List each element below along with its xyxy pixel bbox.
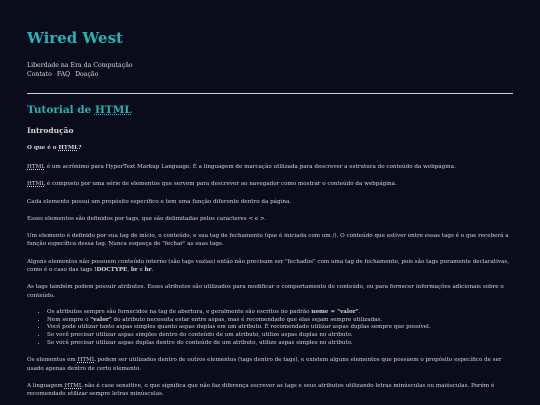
paragraph-3: Cada elemento possui um propósito específico e tem uma função diferente dentro da página. <box>27 198 292 205</box>
list-item: • Você pode utilizar tanto aspas simples quanto aspas duplas em um atributo. É recomendado utilizar aspas duplas sempre que possível. <box>47 324 513 332</box>
paragraph-2-text: é composto por uma série de elementos que servem para descrever ao navegador como mostrar o conteúdo da webpágina. <box>45 181 397 188</box>
header-divider <box>27 93 513 94</box>
page-title-abbr: HTML <box>94 104 132 116</box>
paragraph-9-abbr: HTML <box>64 383 83 390</box>
paragraph-6-end: . <box>151 267 154 274</box>
tag-hr: hr <box>144 267 152 274</box>
section-title: Introdução <box>27 126 74 135</box>
list-item-1-bold: nome = "valor" <box>311 308 359 315</box>
paragraph-8-prefix: Os elementos em <box>27 357 78 364</box>
paragraph-8-abbr: HTML <box>77 357 96 364</box>
paragraph-4: Esses elementos são definidos por tags, que são delimitadas pelos caracteres < e >. <box>27 215 267 222</box>
paragraph-2-abbr: HTML <box>27 181 46 188</box>
list-item-2-bold: "valor" <box>90 316 112 323</box>
attributes-list <box>27 309 513 348</box>
article <box>27 104 513 399</box>
tag-br: br <box>130 267 138 274</box>
question-suffix: ? <box>78 145 82 151</box>
paragraph-9-prefix: A linguagem <box>27 383 65 390</box>
site-nav <box>27 70 513 79</box>
question-abbr: HTML <box>58 145 79 151</box>
paragraph-9-text: não é case sensitive, o que significa que não faz diferença escrever as tags e seus atributos utilizando letras minúsculas ou maiúsculas. Porém é recomendado utilizar sempre letras minúsculas. <box>27 383 495 398</box>
paragraph-6-sep: , <box>127 267 131 274</box>
site-tagline: Liberdade na Era da Computação <box>27 62 133 69</box>
paragraph-7: As tags também podem possuir atributos. Esses atributos são utilizados para modificar o comportamento do conteúdo, ou para fornecer informações adicionais sobre o conteúdo. <box>27 284 504 299</box>
paragraph-1-abbr: HTML <box>27 164 46 170</box>
list-item: • Se você precisar utilizar aspas duplas dentro do conteúdo de um atributo, utilize aspas simples no atributo. <box>47 340 513 348</box>
list-item <box>47 309 513 317</box>
paragraph-8-text: podem ser utilizados dentro de outros elementos (tags dentro de tags), e existem alguns elementos que possuem o propósito específico de ser usado apenas dentro de certo elemento. <box>27 357 502 372</box>
question-prefix: O que é o <box>27 145 59 151</box>
nav-link-doacao[interactable]: Doação <box>75 71 99 78</box>
nav-link-contato[interactable]: Contato <box>27 71 52 78</box>
paragraph-5: Um elemento é definido por sua tag de início, o conteúdo, e sua tag de fechamento (que é iniciada com um /). O conteúdo que estiver entre essas tags é o que receberá a função específica dessa tag. Nunca esqueça de "fechar" as suas tags. <box>27 233 509 248</box>
paragraph-6 <box>27 258 513 275</box>
paragraph-8 <box>27 356 513 373</box>
list-item-1-end: . <box>358 308 361 315</box>
paragraph-1-text: é um acrônimo para HyperText Markup Language. É a linguagem de marcação utilizada para descrever a estrutura do conteúdo da webpágina. <box>45 164 456 170</box>
paragraph-2 <box>27 180 513 188</box>
paragraph-9 <box>27 382 513 399</box>
list-item-2-text-end: do atributo necessita estar entre aspas, mas é recomendado que elas sejam sempre utilizadas. <box>111 316 383 323</box>
paragraph-6-text: Alguns elementos não possuem conteúdo interno (são tags vazias) então não precisam ser "fechados" com uma tag de fechamento, pois são tags puramente declarativas, como é o caso das tags <box>27 258 510 274</box>
page-title-text: Tutorial de <box>27 104 95 116</box>
tag-doctype: !DOCTYPE <box>94 267 128 274</box>
site-header <box>27 30 513 79</box>
nav-link-faq[interactable]: FAQ <box>56 71 71 78</box>
list-item-2-text: Nem sempre o <box>47 316 91 323</box>
paragraph-6-and: e <box>137 267 145 274</box>
list-item: • Se você precisar utilizar aspas simples dentro do conteúdo de um atributo, utilize aspas duplas no atributo. <box>47 332 513 340</box>
list-item-1-text: Os atributos sempre são fornecidos na tag de abertura, e geralmente são escritos no padrão <box>47 308 312 315</box>
site-title[interactable]: Wired West <box>27 29 123 47</box>
paragraph-1 <box>27 163 513 171</box>
page-title <box>27 104 513 116</box>
question-heading <box>27 145 513 151</box>
